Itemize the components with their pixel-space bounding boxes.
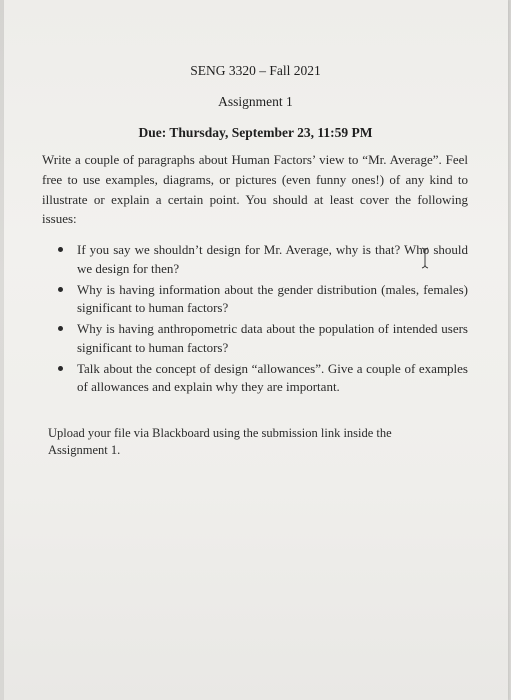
bullet-icon: [58, 287, 63, 292]
issues-list: [56, 241, 468, 399]
bullet-icon: [58, 247, 63, 252]
bullet-icon: [58, 366, 63, 371]
list-item: [56, 241, 468, 278]
list-item-text: Talk about the concept of design “allowances”. Give a couple of examples of allowances and explain why they are important.: [77, 360, 468, 394]
list-item: [56, 281, 468, 318]
list-item-text: If you say we shouldn’t design for Mr. Average, why is that? Who should we design for then?: [77, 242, 468, 276]
upload-instructions: Upload your file via Blackboard using the submission link inside the Assignment 1.: [48, 426, 392, 457]
list-item-text: Why is having information about the gender distribution (males, females) significant to human factors?: [77, 281, 468, 315]
assignment-title: Assignment 1: [218, 94, 293, 109]
text-cursor-icon: [420, 247, 430, 269]
bullet-icon: [58, 326, 63, 331]
due-date: Due: Thursday, September 23, 11:59 PM: [138, 125, 373, 140]
list-item: [56, 320, 468, 357]
intro-paragraph: Write a couple of paragraphs about Human Factors’ view to “Mr. Average”. Feel free to use examples, diagrams, or pictures (even funny ones!) of any kind to illustrate or explain a certain point. You should at least cover the following issues:: [42, 152, 468, 227]
list-item: [56, 360, 468, 397]
course-title: SENG 3320 – Fall 2021: [190, 63, 321, 78]
list-item-text: Why is having anthropometric data about the population of intended users significant to human factors?: [77, 321, 468, 355]
